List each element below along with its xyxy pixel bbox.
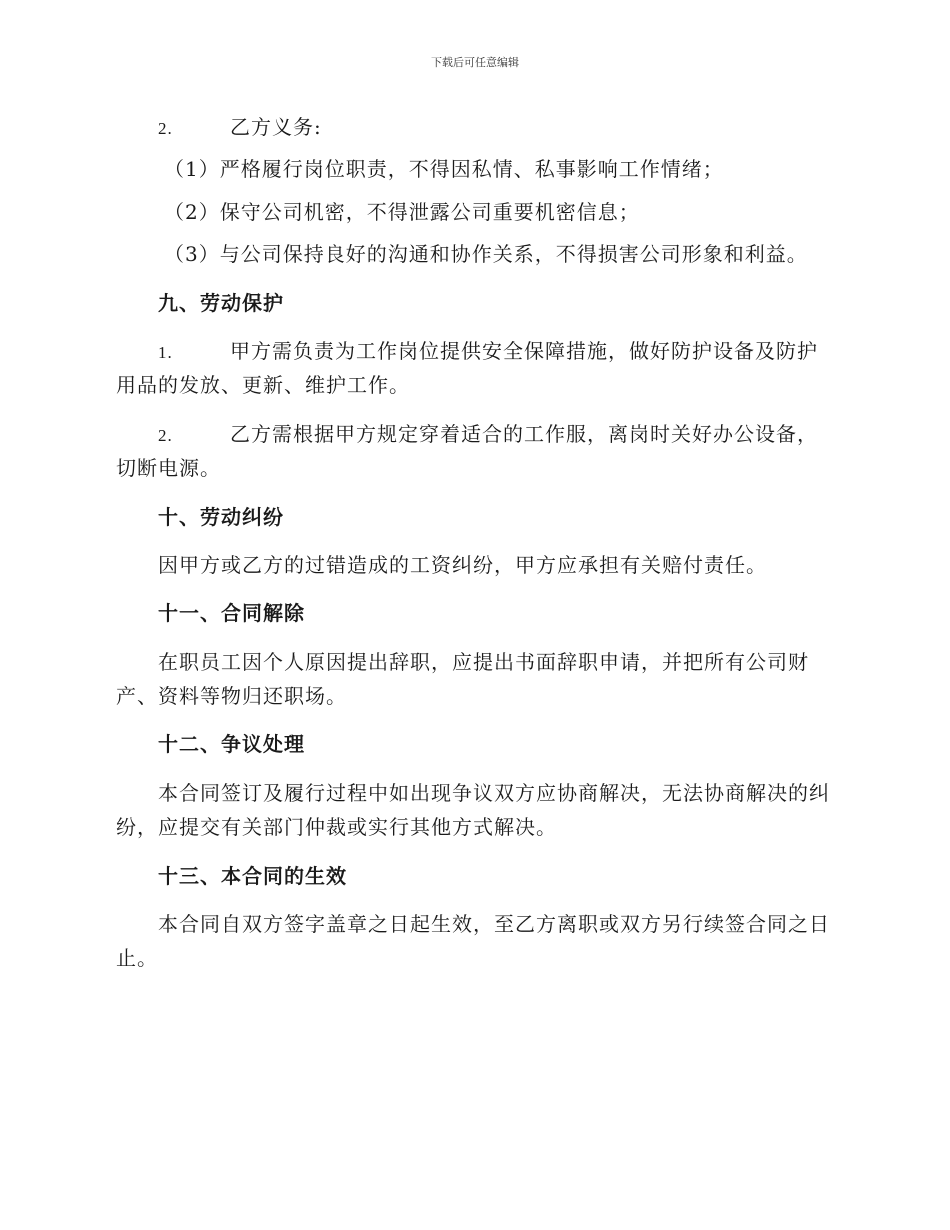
- item-text: 乙方义务:: [230, 115, 322, 139]
- section-heading-labor-protection: 九、劳动保护: [158, 290, 284, 315]
- document-body: [116, 110, 832, 976]
- protection-item-1: [116, 334, 832, 403]
- section-heading-labor-dispute: 十、劳动纠纷: [158, 504, 284, 529]
- obligation-item-2: [158, 110, 832, 144]
- page-header: 下载后可任意编辑: [431, 56, 519, 69]
- item-text: 乙方需根据甲方规定穿着适合的工作服，离岗时关好办公设备，: [230, 421, 818, 446]
- item-number: 2.: [158, 119, 173, 138]
- item-number: 1.: [158, 342, 173, 362]
- termination-body: 在职员工因个人原因提出辞职，应提出书面辞职申请，并把所有公司财产、资料等物归还职场。: [116, 649, 809, 709]
- section-heading-termination: 十一、合同解除: [158, 601, 305, 626]
- sub-item-3: （3）与公司保持良好的沟通和协作关系，不得损害公司形象和利益。: [164, 242, 808, 267]
- sub-item-2: （2）保守公司机密，不得泄露公司重要机密信息；: [164, 199, 640, 224]
- section-heading-effectiveness: 十三、本合同的生效: [158, 863, 347, 888]
- labor-dispute-body: 因甲方或乙方的过错造成的工资纠纷，甲方应承担有关赔付责任。: [158, 552, 767, 577]
- item-number: 2.: [158, 425, 173, 445]
- sub-item-1: （1）严格履行岗位职责，不得因私情、私事影响工作情绪；: [164, 157, 724, 182]
- effectiveness-body: 本合同自双方签字盖章之日起生效，至乙方离职或双方另行续签合同之日止。: [116, 912, 830, 971]
- section-heading-dispute-resolution: 十二、争议处理: [158, 732, 305, 757]
- protection-item-2: [116, 417, 832, 486]
- item-text: 甲方需负责为工作岗位提供安全保障措施，做好防护设备及防护: [230, 338, 818, 363]
- item-text-continued: 用品的发放、更新、维护工作。: [116, 373, 410, 398]
- item-text-continued: 切断电源。: [116, 456, 221, 481]
- dispute-resolution-body: 本合同签订及履行过程中如出现争议双方应协商解决，无法协商解决的纠纷，应提交有关部门仲裁或实行其他方式解决。: [116, 780, 830, 840]
